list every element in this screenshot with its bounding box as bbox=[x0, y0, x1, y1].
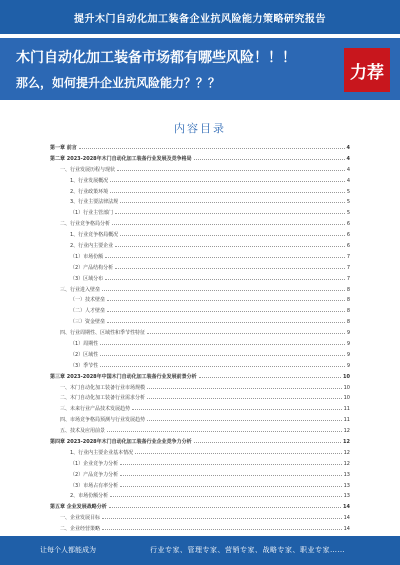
toc-leader-dots bbox=[100, 354, 345, 356]
toc-leader-dots bbox=[107, 299, 345, 301]
footer-bar bbox=[0, 536, 400, 565]
toc-entry-page: 8 bbox=[346, 308, 350, 315]
toc-leader-dots bbox=[147, 332, 345, 334]
toc-entry-text: 第三章 2023-2028年中国木门自动化加工装备行业发展前景分析 bbox=[50, 373, 197, 380]
toc-leader-dots bbox=[120, 201, 345, 203]
toc-entry-page: 12 bbox=[343, 460, 350, 467]
toc-leader-dots bbox=[109, 506, 341, 508]
toc-entry-page: 14 bbox=[343, 515, 350, 522]
toc-entry-text: 1、行业竞争格局概况 bbox=[70, 232, 119, 239]
toc-leader-dots bbox=[120, 474, 341, 476]
toc-leader-dots bbox=[132, 408, 342, 410]
toc-entry-page: 7 bbox=[346, 264, 350, 271]
toc-entry-text: 三、未来行业产品技术发展趋势 bbox=[60, 406, 131, 413]
toc-entry-text: 三、行业进入壁垒 bbox=[60, 286, 101, 293]
toc-leader-dots bbox=[115, 212, 345, 214]
toc-leader-dots bbox=[100, 365, 345, 367]
toc-leader-dots bbox=[147, 387, 342, 389]
toc-entry-text: 一、木门自动化加工装备行业市场规模 bbox=[60, 384, 146, 391]
toc-entry-page: 11 bbox=[343, 406, 350, 413]
toc-entry-text: 第二章 2023-2028年木门自动化加工装备行业发展及竞争格局 bbox=[50, 155, 192, 162]
toc-entry[interactable] bbox=[50, 525, 350, 533]
toc-entry-text: （一）技术壁垒 bbox=[70, 297, 106, 304]
toc-entry-page: 4 bbox=[346, 155, 350, 162]
toc-entry-page: 7 bbox=[346, 253, 350, 260]
toc-entry[interactable] bbox=[50, 416, 350, 424]
toc-entry-text: 一、企业发展目标 bbox=[60, 515, 101, 522]
toc-entry-page: 6 bbox=[346, 243, 350, 249]
toc-entry[interactable] bbox=[50, 242, 350, 250]
toc-entry[interactable] bbox=[50, 253, 350, 261]
toc-entry[interactable] bbox=[50, 492, 350, 500]
toc-entry-text: 第一章 前言 bbox=[50, 145, 77, 151]
toc-entry[interactable] bbox=[50, 329, 350, 337]
toc-entry-page: 5 bbox=[346, 210, 350, 217]
toc-entry-text: （二）人才壁垒 bbox=[70, 308, 106, 315]
toc-entry-page: 13 bbox=[343, 482, 350, 489]
toc-title: 内容目录 bbox=[174, 122, 226, 135]
toc-leader-dots bbox=[110, 180, 345, 182]
toc-leader-dots bbox=[107, 321, 345, 323]
toc-entry[interactable] bbox=[50, 449, 350, 457]
toc-leader-dots bbox=[102, 289, 345, 291]
toc-entry[interactable] bbox=[50, 231, 350, 239]
toc-entry-page: 9 bbox=[346, 341, 350, 347]
toc-entry-page: 8 bbox=[346, 297, 350, 304]
toc-entry-page: 12 bbox=[343, 428, 350, 435]
toc-entry-text: （2）产品结构分析 bbox=[70, 264, 114, 271]
toc-entry[interactable] bbox=[50, 307, 350, 315]
toc-entry-page: 10 bbox=[343, 384, 350, 391]
toc-entry-page: 4 bbox=[346, 145, 350, 151]
toc-entry-page: 11 bbox=[343, 417, 350, 424]
table-of-contents bbox=[50, 144, 350, 536]
toc-entry[interactable] bbox=[50, 438, 350, 446]
toc-entry-page: 5 bbox=[346, 188, 350, 195]
toc-entry-page: 8 bbox=[346, 319, 350, 326]
toc-leader-dots bbox=[110, 495, 341, 497]
toc-leader-dots bbox=[120, 234, 345, 236]
toc-entry-text: 第五章 企业发展战略分析 bbox=[50, 504, 107, 511]
report-title: 提升木门自动化加工装备企业抗风险能力策略研究报告 bbox=[74, 13, 326, 25]
toc-entry-text: （3）市场占有率分析 bbox=[70, 482, 119, 489]
toc-entry-text: 四、行业周期性、区域性和季节性特征 bbox=[60, 330, 146, 337]
toc-leader-dots bbox=[199, 376, 341, 378]
toc-entry-page: 12 bbox=[343, 449, 350, 456]
toc-entry[interactable] bbox=[50, 471, 350, 479]
toc-leader-dots bbox=[120, 463, 341, 465]
toc-entry-text: （3）季节性 bbox=[70, 362, 99, 369]
headline-banner bbox=[0, 38, 400, 100]
toc-entry[interactable] bbox=[50, 503, 350, 511]
footer-slogan: 让每个人都能成为 bbox=[40, 546, 96, 554]
toc-entry[interactable] bbox=[50, 166, 350, 174]
toc-entry-page: 9 bbox=[346, 362, 350, 369]
toc-entry[interactable] bbox=[50, 177, 350, 185]
footer-roles: 行业专家、管理专家、营销专家、战略专家、职业专家…… bbox=[150, 546, 345, 554]
toc-leader-dots bbox=[105, 278, 345, 280]
toc-entry[interactable] bbox=[50, 264, 350, 272]
toc-leader-dots bbox=[120, 485, 341, 487]
toc-entry[interactable] bbox=[50, 384, 350, 392]
toc-entry-text: （1）周期性 bbox=[70, 341, 99, 347]
toc-entry-text: （三）资金壁垒 bbox=[70, 319, 106, 326]
toc-leader-dots bbox=[115, 267, 345, 269]
toc-entry-text: 二、行业竞争格局分析 bbox=[60, 221, 111, 228]
toc-entry[interactable] bbox=[50, 482, 350, 490]
toc-entry-page: 14 bbox=[343, 526, 350, 533]
toc-entry[interactable] bbox=[50, 514, 350, 522]
toc-entry-text: 二、木门自动化加工装备行业需求分析 bbox=[60, 395, 146, 402]
toc-leader-dots bbox=[110, 191, 345, 193]
toc-entry-page: 4 bbox=[346, 166, 350, 173]
toc-entry-page: 13 bbox=[343, 493, 350, 500]
toc-entry-text: 一、行业发展历程与现状 bbox=[60, 166, 116, 173]
toc-entry-page: 9 bbox=[346, 330, 350, 337]
report-title-bar bbox=[0, 0, 400, 34]
toc-leader-dots bbox=[107, 430, 342, 432]
toc-entry-page: 13 bbox=[343, 471, 350, 478]
toc-leader-dots bbox=[102, 517, 342, 519]
toc-leader-dots bbox=[115, 245, 345, 247]
toc-entry-page: 10 bbox=[343, 373, 350, 380]
toc-entry-text: 二、企业经营策略 bbox=[60, 526, 101, 533]
headline-line-1: 木门自动化加工装备市场都有哪些风险！！！ bbox=[16, 50, 296, 66]
toc-entry[interactable] bbox=[50, 296, 350, 304]
toc-entry[interactable] bbox=[50, 394, 350, 402]
toc-entry-text: 3、行业主要法律法规 bbox=[70, 199, 119, 206]
toc-entry-page: 12 bbox=[343, 439, 350, 445]
toc-leader-dots bbox=[194, 158, 345, 160]
toc-entry-page: 14 bbox=[343, 504, 350, 511]
toc-entry[interactable] bbox=[50, 340, 350, 348]
toc-entry-text: （3）区域分布 bbox=[70, 275, 104, 282]
toc-entry-page: 4 bbox=[346, 177, 350, 184]
toc-leader-dots bbox=[107, 310, 345, 312]
toc-entry-page: 7 bbox=[346, 275, 350, 282]
toc-entry[interactable] bbox=[50, 460, 350, 468]
toc-entry-text: （1）行业主管部门 bbox=[70, 210, 114, 217]
toc-leader-dots bbox=[147, 397, 342, 399]
toc-entry[interactable] bbox=[50, 405, 350, 413]
toc-entry[interactable] bbox=[50, 351, 350, 359]
toc-entry[interactable] bbox=[50, 198, 350, 206]
toc-entry-page: 9 bbox=[346, 351, 350, 358]
toc-leader-dots bbox=[135, 452, 341, 454]
toc-entry[interactable] bbox=[50, 155, 350, 163]
toc-leader-dots bbox=[147, 419, 342, 421]
toc-entry-text: 四、市场竞争格局预测与行业发展趋势 bbox=[60, 417, 146, 424]
toc-leader-dots bbox=[194, 441, 341, 443]
toc-leader-dots bbox=[79, 147, 345, 149]
toc-entry[interactable] bbox=[50, 318, 350, 326]
toc-entry[interactable] bbox=[50, 209, 350, 217]
toc-entry-page: 8 bbox=[346, 286, 350, 293]
toc-entry[interactable] bbox=[50, 362, 350, 370]
toc-entry-text: （2）区域性 bbox=[70, 351, 99, 358]
headline-line-2: 那么，如何提升企业抗风险能力？？？ bbox=[16, 76, 221, 90]
toc-entry-page: 5 bbox=[346, 199, 350, 206]
toc-entry-text: 1、行业内主要企业基本情况 bbox=[70, 449, 134, 456]
toc-entry-text: （1）企业竞争力分析 bbox=[70, 460, 119, 467]
toc-entry-text: 2、行业内主要企业 bbox=[70, 243, 114, 249]
toc-leader-dots bbox=[100, 343, 345, 345]
toc-entry[interactable] bbox=[50, 286, 350, 294]
recommend-badge: 力荐 bbox=[344, 48, 390, 92]
toc-entry-text: 第四章 2023-2028年木门自动化加工装备行业企业竞争力分析 bbox=[50, 439, 192, 445]
toc-entry[interactable] bbox=[50, 373, 350, 381]
toc-entry[interactable] bbox=[50, 427, 350, 435]
toc-entry-page: 6 bbox=[346, 232, 350, 239]
toc-leader-dots bbox=[117, 169, 345, 171]
toc-entry[interactable] bbox=[50, 220, 350, 228]
toc-entry-text: 五、技术及应用前景 bbox=[60, 428, 106, 435]
toc-entry-text: （1）市场份额 bbox=[70, 253, 104, 260]
toc-entry[interactable] bbox=[50, 188, 350, 196]
toc-entry[interactable] bbox=[50, 275, 350, 283]
toc-entry-text: 1、行业发展概况 bbox=[70, 177, 109, 184]
toc-leader-dots bbox=[105, 256, 345, 258]
toc-entry[interactable] bbox=[50, 144, 350, 152]
toc-entry-text: 2、行业政策环境 bbox=[70, 188, 109, 195]
toc-entry-text: 2、市场份额分析 bbox=[70, 493, 109, 500]
toc-entry-page: 10 bbox=[343, 395, 350, 402]
toc-leader-dots bbox=[102, 528, 342, 530]
toc-leader-dots bbox=[112, 223, 345, 225]
toc-entry-page: 6 bbox=[346, 221, 350, 228]
toc-entry-text: （2）产品竞争力分析 bbox=[70, 471, 119, 478]
